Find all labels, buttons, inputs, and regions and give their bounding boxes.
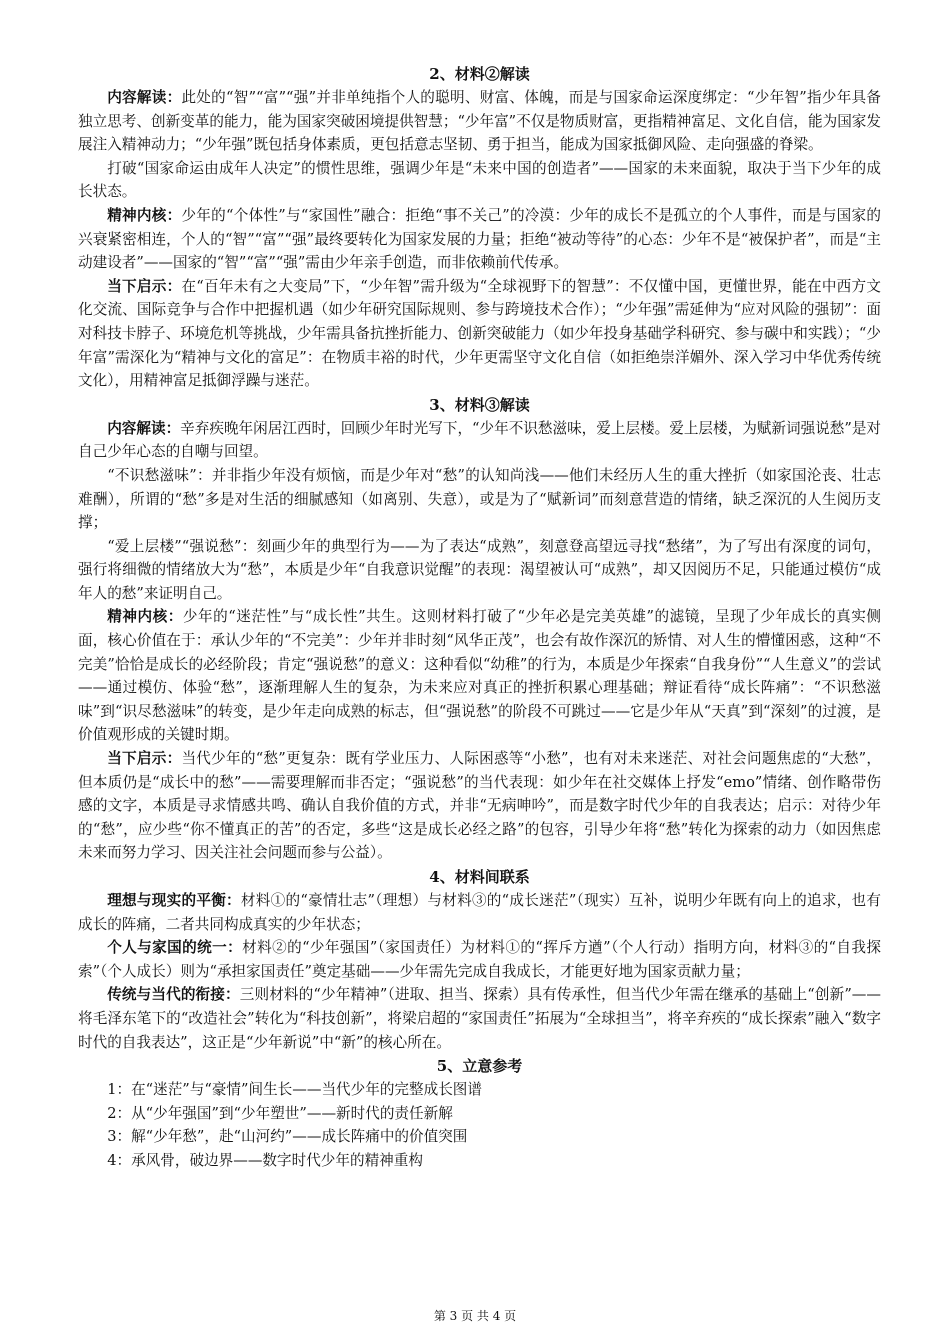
- paragraph: [78, 157, 881, 204]
- paragraph-text: 少年的“迷茫性”与“成长性”共生。这则材料打破了“少年必是完美英雄”的滤镜，呈现了少年成长的真实侧面，核心价值在于：承认少年的“不完美”：少年并非时刻“风华正茂”，也会有故作深沉的矫情、对人生的懵懂困惑，这种“不完美”恰恰是成长的必经阶段；肯定“强说愁”的意义：这种看似“幼稚”的行为，本质是少年探索“自我身份”“人生意义”的尝试——通过模仿、体验“愁”，逐渐理解人生的复杂，为未来应对真正的挫折积累心理基础；辩证看待“成长阵痛”：“不识愁滋味”到“识尽愁滋味”的转变，是少年走向成熟的标志，但“强说愁”的阶段不可跳过——它是少年从“天真”到“深刻”的过渡，是价值观形成的关键时期。: [78, 608, 881, 744]
- paragraph-text: 辛弃疾晚年闲居江西时，回顾少年时光写下，“少年不识愁滋味，爱上层楼。爱上层楼，为赋新词强说愁”是对自己少年心态的自嘲与回望。: [78, 419, 882, 461]
- section-heading: 4、材料间联系: [429, 868, 530, 886]
- paragraph-lead: 个人与家国的统一：: [107, 939, 243, 957]
- paragraph-text: 材料②的“少年强国”（家国责任）为材料①的“挥斥方遒”（个人行动）指明方向，材料③的“自我探索”（个人成长）则为“承担家国责任”奠定基础——少年需先完成自我成长，才能更好地为国家贡献力量；: [78, 939, 881, 980]
- section-heading: 5、立意参考: [436, 1057, 523, 1076]
- paragraph-lead: 传统与当代的衔接：: [107, 986, 240, 1004]
- paragraph-text: 当代少年的“愁”更复杂：既有学业压力、人际困惑等“小愁”，也有对未来迷茫、对社会问题焦虑的“大愁”，但本质仍是“成长中的愁”——需要理解而非否定；“强说愁”的当代表现：如少年在社交媒体上抒发“emo”情绪、创作略带伤感的文字，本质是寻求情感共鸣、确认自我价值的方式，并非“无病呻吟”，而是数字时代少年的自我表达；启示：对待少年的“愁”，应少些“你不懂真正的苦”的否定，多些“这是成长必经之路”的包容，引导少年将“愁”转化为探索的动力（如因焦虑未来而努力学习、因关注社会问题而参与公益）。: [78, 750, 881, 862]
- idea-item: 4：承风骨，破边界——数字时代少年的精神重构: [107, 1151, 423, 1169]
- paragraph: [78, 275, 881, 393]
- paragraph: [78, 464, 881, 535]
- paragraph-text: 打破“国家命运由成年人决定”的惯性思维，强调少年是“未来中国的创造者”——国家的未来面貌，取决于当下少年的成长状态。: [78, 159, 881, 201]
- section-heading: 2、材料②解读: [429, 65, 530, 83]
- paragraph-text: 三则材料的“少年精神”（进取、担当、探索）具有传承性，但当代少年需在继承的基础上“创新”——将毛泽东笔下的“改造社会”转化为“科技创新”，将梁启超的“家国责任”拓展为“全球担当”，将辛弃疾的“成长探索”融入“数字时代的自我表达”，这正是“少年新说”中“新”的核心所在。: [78, 986, 881, 1051]
- paragraph-text: “不识愁滋味”：并非指少年没有烦恼，而是少年对“愁”的认知尚浅——他们未经历人生的重大挫折（如家国沦丧、壮志难酬），所谓的“愁”多是对生活的细腻感知（如离别、失意），或是为了“赋新词”而刻意营造的情绪，缺乏深沉的人生阅历支撑；: [78, 466, 881, 532]
- idea-item: 2：从“少年强国”到“少年塑世”——新时代的责任新解: [107, 1104, 453, 1122]
- paragraph: [78, 983, 881, 1054]
- paragraph-lead: 内容解读：: [107, 89, 182, 106]
- paragraph-text: 此处的“智”“富”“强”并非单纯指个人的聪明、财富、体魄，而是与国家命运深度绑定：“少年智”指少年具备独立思考、创新变革的能力，能为国家突破困境提供智慧；“少年富”不仅是物质财富，更指精神富足、文化自信，能为国家发展注入精神动力；“少年强”既包括身体素质，更包括意志坚韧、勇于担当，能成为国家抵御风险、走向强盛的脊梁。: [78, 89, 881, 154]
- paragraph-lead: 当下启示：: [107, 277, 182, 295]
- paragraph: [78, 936, 881, 983]
- paragraph-lead: 精神内核：: [107, 206, 182, 224]
- document-body: [78, 62, 881, 1173]
- section-heading: 3、材料③解读: [429, 395, 530, 414]
- paragraph: [78, 605, 881, 747]
- paragraph-text: “爱上层楼”“强说愁”：刻画少年的典型行为——为了表达“成熟”，刻意登高望远寻找“愁绪”，为了写出有深度的词句，强行将细微的情绪放大为“愁”，本质是少年“自我意识觉醒”的表现：渴望被认可“成熟”，却又因阅历不足，只能通过模仿“成年人的愁”来证明自己。: [78, 537, 881, 602]
- paragraph: [78, 747, 881, 865]
- paragraph-lead: 内容解读：: [107, 419, 181, 437]
- paragraph: [78, 86, 881, 157]
- idea-item: 3：解“少年愁”，赴“山河约”——成长阵痛中的价值突围: [107, 1128, 468, 1146]
- paragraph: [78, 417, 881, 464]
- paragraph: [78, 535, 881, 606]
- paragraph-lead: 理想与现实的平衡：: [107, 892, 241, 909]
- page-footer: 第 3 页 共 4 页: [433, 1309, 517, 1323]
- idea-item: 1：在“迷茫”与“豪情”间生长——当代少年的完整成长图谱: [107, 1081, 482, 1099]
- paragraph-lead: 当下启示：: [107, 750, 182, 768]
- paragraph: [78, 889, 881, 936]
- paragraph-text: 在“百年未有之大变局”下，“少年智”需升级为“全球视野下的智慧”：不仅懂中国，更懂世界，能在中西方文化交流、国际竞争与合作中把握机遇（如少年研究国际规则、参与跨境技术合作）；“少年强”需延伸为“应对风险的强韧”：面对科技卡脖子、环境危机等挑战，少年需具备抗挫折能力、创新突破能力（如少年投身基础学科研究、参与碳中和实践）；“少年富”需深化为“精神与文化的富足”：在物质丰裕的时代，少年更需坚守文化自信（如拒绝崇洋媚外、深入学习中华优秀传统文化），用精神富足抵御浮躁与迷茫。: [78, 277, 881, 390]
- paragraph: [78, 204, 881, 275]
- paragraph-text: 材料①的“豪情壮志”（理想）与材料③的“成长迷茫”（现实）互补，说明少年既有向上的追求，也有成长的阵痛，二者共同构成真实的少年状态；: [78, 892, 881, 933]
- paragraph-text: 少年的“个体性”与“家国性”融合：拒绝“事不关己”的冷漠：少年的成长不是孤立的个人事件，而是与国家的兴衰紧密相连，个人的“智”“富”“强”最终要转化为国家发展的力量；拒绝“被动等待”的心态：少年不是“被保护者”，而是“主动建设者”——国家的“智”“富”“强”需由少年亲手创造，而非依赖前代传承。: [78, 206, 881, 272]
- paragraph-lead: 精神内核：: [107, 608, 183, 626]
